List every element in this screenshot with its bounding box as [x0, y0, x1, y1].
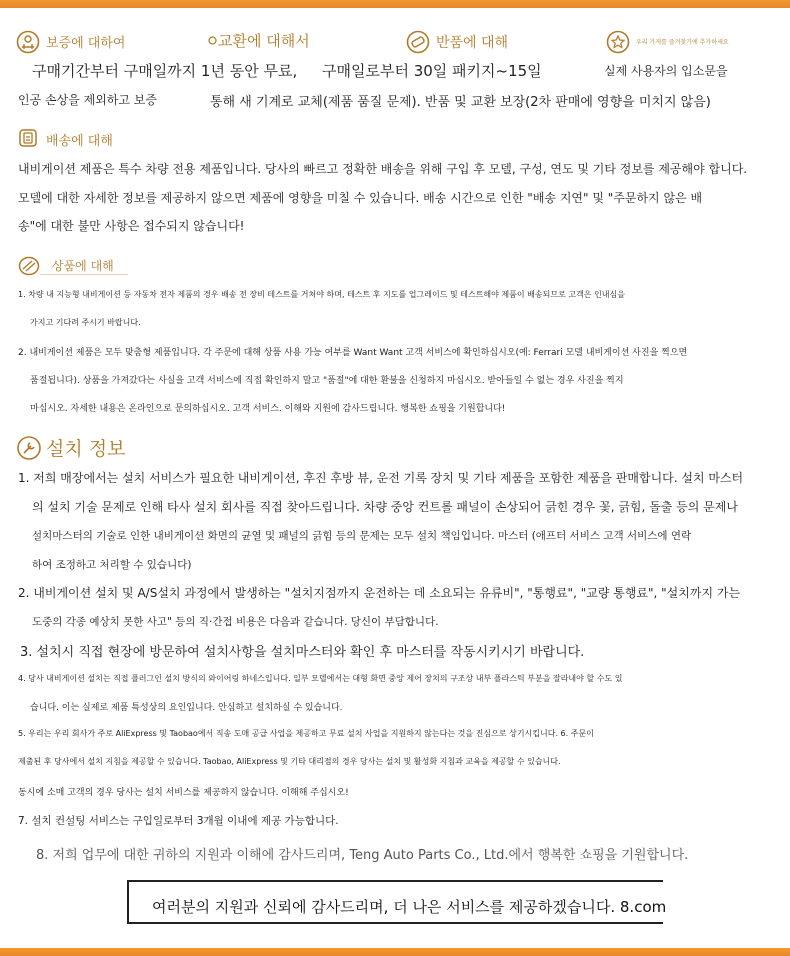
product-underline — [40, 274, 128, 275]
install-line-6: 도중의 각종 예상치 못한 사고" 등의 직·간접 비용은 다음과 같습니다. 당신이 부담합니다. — [32, 616, 439, 628]
install-line-7: 3. 설치시 직접 현장에 방문하여 설치사항을 설치마스터와 확인 후 마스터를 작동시키시기 바랍니다. — [20, 645, 585, 660]
bottom-accent-bar — [0, 948, 790, 956]
shipping-title: 배송에 대해 — [46, 134, 113, 149]
favorite-title: 우리 가게를 즐겨찾기에 추가하세요 — [636, 39, 729, 46]
star-icon — [606, 30, 630, 54]
wrench-icon — [16, 436, 42, 460]
warranty-line1: 구매기간부터 구매일까지 1년 동안 무료, — [32, 62, 298, 80]
shipping-line-1: 내비게이션 제품은 특수 차량 전용 제품입니다. 당사의 빠르고 정확한 배송을 위해 구입 후 모델, 구성, 연도 및 기타 정보를 제공해야 합니다. — [18, 162, 748, 176]
install-line-3: 설치마스터의 기술로 인한 내비게이션 화면의 균열 및 패널의 긁힘 등의 문제는 모두 설치 책임입니다. 마스터 (애프터 서비스 고객 서비스에 연락 — [32, 530, 692, 542]
install-line-10: 5. 우리는 우리 회사가 주로 AliExpress 및 Taobao에서 직송 도매 공급 사업을 제공하고 무료 설치 사업을 지원하지 않는다는 것을 진심으로 상기시킵니다. 6. 주문이 — [18, 729, 594, 738]
product-line-5: 마십시오. 자세한 내용은 온라인으로 문의하십시오. 고객 서비스. 이해와 지원에 감사드립니다. 행복한 쇼핑을 기원합니다! — [30, 404, 506, 414]
install-line-2: 의 설치 기술 문제로 인해 타사 설치 회사를 직접 찾아드립니다. 차량 중앙 컨트롤 패널이 손상되어 긁힌 경우 꽃, 긁힘, 돌출 등의 문제나 — [32, 500, 738, 514]
product-line-4: 품절됩니다). 상품을 가져갔다는 사실을 고객 서비스에 직접 확인하지 말고 "품절"에 대한 환불을 신청하지 마십시오. 받아들일 수 없는 경우 사진을 찍지 — [30, 376, 624, 386]
install-line-4: 하여 조정하고 처리할 수 있습니다) — [32, 559, 192, 571]
product-icon — [18, 256, 40, 276]
product-line-3: 2. 내비게이션 제품은 모두 맞춤형 제품입니다. 각 주문에 대해 상품 사용 가능 여부를 Want Want 고객 서비스에 확인하십시오(예: Ferrari 모델 내비게이션 사진을 찍으면 — [18, 348, 688, 358]
install-line-13: 7. 설치 컨설팅 서비스는 구입일로부터 3개월 이내에 제공 가능합니다. — [18, 815, 339, 827]
thanks-text: 여러분의 지원과 신뢰에 감사드리며, 더 나은 서비스를 제공하겠습니다. 8.com — [152, 898, 667, 916]
install-line-12: 동시에 소매 고객의 경우 당사는 설치 서비스를 제공하지 않습니다. 이해해 주십시오! — [18, 788, 349, 798]
returns-icon — [406, 30, 430, 54]
exchange-title: 교환에 대해서 — [218, 32, 310, 50]
warranty-title: 보증에 대하여 — [46, 36, 126, 51]
shipping-icon — [18, 128, 38, 148]
exchange-line1: 구매일로부터 30일 패키지~15일 — [322, 62, 542, 80]
product-line-1: 1. 차량 내 지능형 내비게이션 등 자동차 전자 제품의 경우 배송 전 장비 테스트를 거쳐야 하며, 테스트 후 지도를 업그레이드 및 테스트해야 제품이 배송되므로 고객은 인내심을 — [18, 290, 625, 299]
install-line-14: 8. 저희 업무에 대한 귀하의 지원과 이해에 감사드리며, Teng Auto Parts Co., Ltd.에서 행복한 쇼핑을 기원합니다. — [36, 848, 689, 863]
top-accent-bar — [0, 0, 790, 8]
shipping-line-2: 모델에 대한 자세한 정보를 제공하지 않으면 제품에 영향을 미칠 수 있습니다. 배송 시간으로 인한 "배송 지연" 및 "주문하지 않은 배 — [18, 191, 703, 205]
warranty-icon — [16, 30, 40, 54]
warranty-line2: 인공 손상을 제외하고 보증 — [18, 93, 157, 107]
exchange-line2: 통해 새 기계로 교체(제품 품질 문제). 반품 및 교환 보장(2차 판매에 영향을 미치지 않음) — [210, 95, 711, 110]
install-line-9: 습니다. 이는 실제로 제품 특성상의 요인입니다. 안심하고 설치하실 수 있습니다. — [30, 703, 343, 713]
install-line-8: 4. 당사 내비게이션 설치는 직접 플러그인 설치 방식의 와이어링 하네스입니다. 일부 모델에서는 대형 화면 중앙 제어 장치의 구조상 내부 플라스틱 부분을 잘라내야 할 수도 있 — [18, 674, 623, 683]
exchange-icon — [208, 36, 217, 45]
returns-title: 반품에 대해 — [436, 35, 509, 51]
install-line-11: 제출된 후 당사에서 설치 지침을 제공할 수 있습니다. Taobao, AliExpress 및 기타 대리점의 경우 당사는 설치 및 활성화 지침과 교육을 제공할 수 있습니다. — [18, 757, 561, 766]
install-line-1: 1. 저희 매장에서는 설치 서비스가 필요한 내비게이션, 후진 후방 뷰, 운전 기록 장치 및 기타 제품을 포함한 제품을 판매합니다. 설치 마스터 — [18, 471, 744, 485]
product-title: 상품에 대해 — [52, 259, 114, 273]
shipping-line-3: 송"에 대한 불만 사항은 접수되지 않습니다! — [18, 219, 245, 233]
install-title: 설치 정보 — [46, 438, 126, 460]
product-line-2: 가지고 기다려 주시기 바랍니다. — [30, 318, 141, 327]
install-line-5: 2. 내비게이션 설치 및 A/S설치 과정에서 발생하는 "설치지점까지 운전하는 데 소요되는 유류비", "통행료", "교량 통행료", "설치까지 가는 — [18, 586, 741, 600]
favorite-line1: 실제 사용자의 입소문을 — [604, 64, 728, 78]
